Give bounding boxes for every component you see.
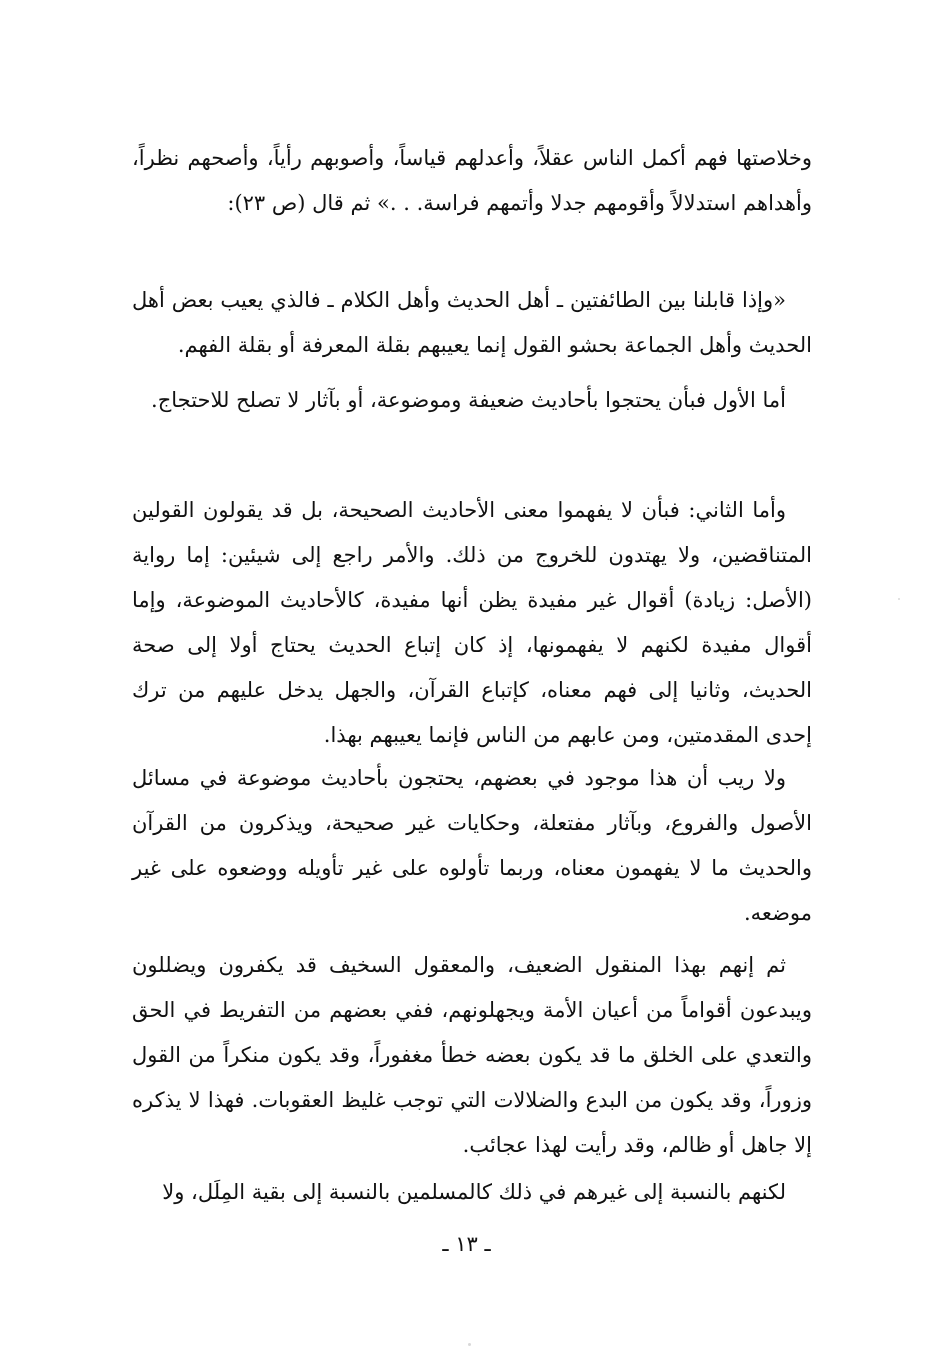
paragraph-two-groups: «وإذا قابلنا بين الطائفتين ـ أهل الحديث وأهل الكلام ـ فالذي يعيب بعض أهل الحديث وأهل الجماعة بحشو القول إنما يعيبهم بقلة المعرفة أو بقلة الفهم.: [132, 288, 812, 357]
paragraph-weak-transmission: ثم إنهم بهذا المنقول الضعيف، والمعقول السخيف قد يكفرون ويضللون ويبدعون أقواماً من أعيان الأمة ويجهلونهم، ففي بعضهم من التفريط في الحق والتعدي على الخلق ما قد يكون بعضه خطأ مغفوراً، وقد يكون منكراً من القول وزوراً، وقد يكون من البدع والضلالات التي توجب غليظ العقوبات. فهذا لا يذكره إلا جاهل أو ظالم، وقد رأيت لهذا عجائب.: [132, 953, 813, 1157]
paragraph-comparison: لكنهم بالنسبة إلى غيرهم في ذلك كالمسلمين بالنسبة إلى بقية المِلَل، ولا: [162, 1180, 786, 1204]
paper-speck: [898, 598, 900, 600]
paper-speck: [468, 1343, 471, 1346]
paragraph-no-doubt: ولا ريب أن هذا موجود في بعضهم، يحتجون بأحاديث موضوعة في مسائل الأصول والفروع، وبآثار مفتعلة، وحكايات غير صحيحة، ويذكرون من القرآن والحديث ما لا يفهمون معناه، وربما تأولوه على غير تأويله ووضعوه على غير موضعه.: [132, 766, 812, 925]
paragraph-summary-quote: وخلاصتها فهم أكمل الناس عقلاً، وأعدلهم قياساً، وأصوبهم رأياً، وأصحهم نظراً، وأهداهم استدلالاً وأقومهم جدلا وأتمهم فراسة. . .» ثم قال (ص ٢٣):: [132, 146, 812, 215]
paragraph-first-reason: أما الأول فبأن يحتجوا بأحاديث ضعيفة وموضوعة، أو بآثار لا تصلح للاحتجاج.: [151, 388, 786, 412]
page-number: ـ ١٣ ـ: [442, 1232, 491, 1256]
paragraph-second-reason: وأما الثاني: فبأن لا يفهموا معنى الأحاديث الصحيحة، بل قد يقولون القولين المتناقضين، ولا يهتدون للخروج من ذلك. والأمر راجع إلى شيئين: إما رواية (الأصل: زيادة) أقوال غير مفيدة يظن أنها مفيدة، كالأحاديث الموضوعة، وإما أقوال مفيدة لكنهم لا يفهمونها، إذ كان إتباع الحديث يحتاج أولا إلى صحة الحديث، وثانيا إلى فهم معناه، كإتباع القرآن، والجهل يدخل عليهم من ترك إحدى المقدمتين، ومن عابهم من الناس فإنما يعيبهم بهذا.: [132, 498, 812, 747]
